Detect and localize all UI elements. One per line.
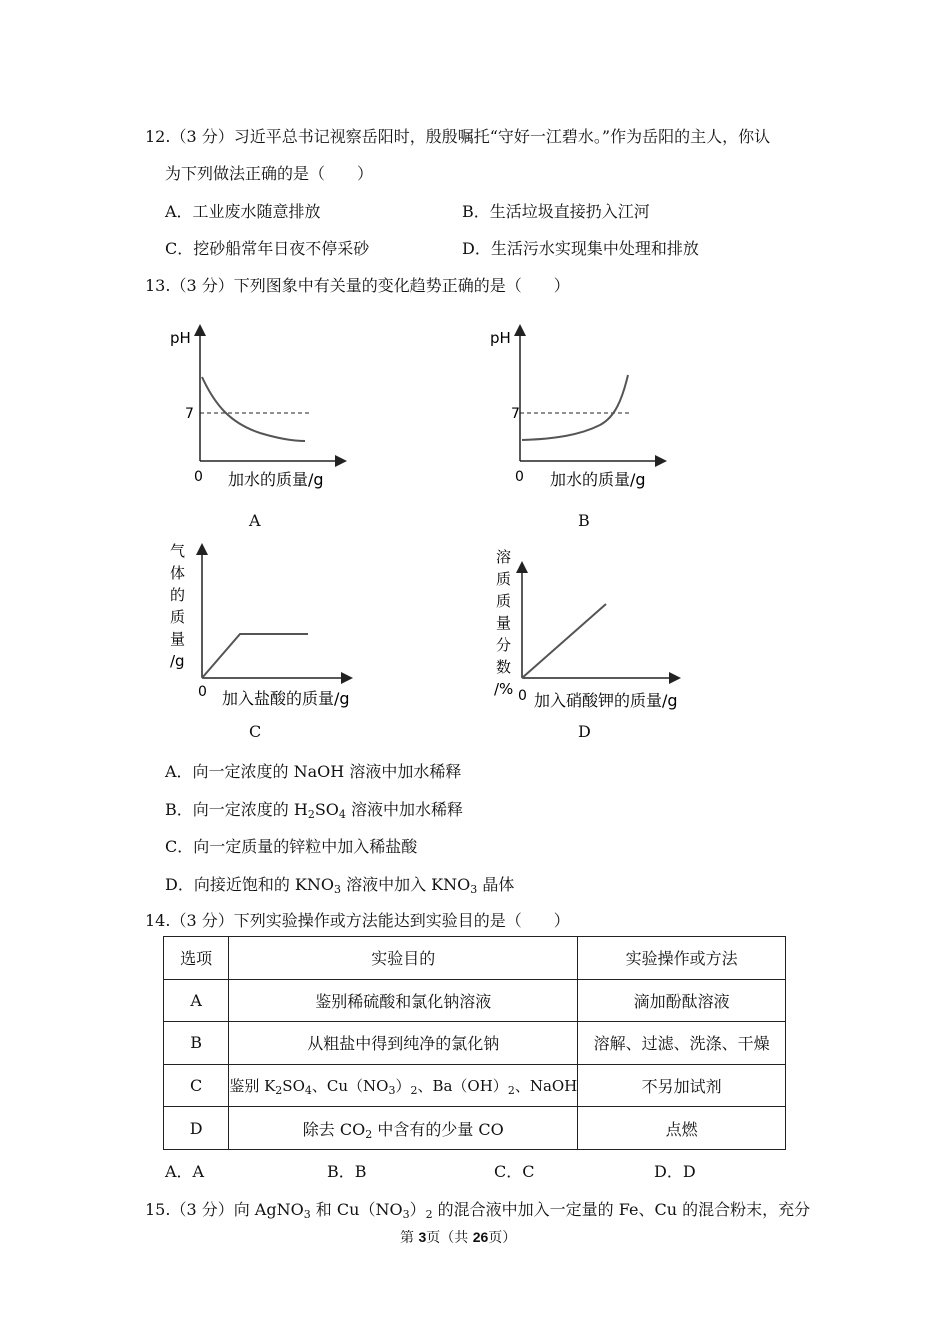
- table-row: [164, 1107, 786, 1150]
- table-header-row: [164, 937, 786, 980]
- q13-option-b: B．向一定浓度的 $H_2SO_4$ 溶液中加水稀释: [165, 800, 463, 821]
- origin-label: 0: [198, 684, 207, 700]
- x-axis-label: 加水的质量/g: [550, 470, 646, 489]
- q12-option-d: D．生活污水实现集中处理和排放: [462, 239, 699, 258]
- ref-tick-label: 7: [511, 406, 520, 422]
- row-option: B: [164, 1022, 229, 1065]
- table-row: [164, 979, 786, 1022]
- q14-answer-d: D．D: [654, 1162, 696, 1181]
- header-purpose: 实验目的: [229, 937, 578, 980]
- graph-a-caption: A: [249, 511, 261, 530]
- x-axis-label: 加入硝酸钾的质量/g: [534, 691, 678, 710]
- graph-d-caption: D: [578, 722, 591, 741]
- header-method: 实验操作或方法: [578, 937, 786, 980]
- row-method: 滴加酚酞溶液: [578, 979, 786, 1022]
- row-purpose: 除去 $CO_2$ 中含有的少量 CO: [229, 1107, 578, 1150]
- row-method: 点燃: [578, 1107, 786, 1150]
- y-axis-label: 气体的质量/g: [170, 542, 186, 670]
- row-option: A: [164, 979, 229, 1022]
- q13-option-c: C．向一定质量的锌粒中加入稀盐酸: [165, 837, 418, 856]
- q13-option-a: A．向一定浓度的 NaOH 溶液中加水稀释: [165, 762, 462, 781]
- graph-d: [480, 538, 700, 718]
- table-row: [164, 1064, 786, 1107]
- solute-fraction-line: [522, 604, 606, 678]
- row-method: 不另加试剂: [578, 1064, 786, 1107]
- graph-b: [480, 315, 680, 495]
- row-option: D: [164, 1107, 229, 1150]
- origin-label: 0: [518, 688, 527, 704]
- page-total: 26: [472, 1229, 489, 1245]
- page-number: 3: [418, 1229, 427, 1245]
- q13-stem: 13.（3 分）下列图象中有关量的变化趋势正确的是（ ）: [145, 276, 570, 295]
- table-row: [164, 1022, 786, 1065]
- q13-option-d: D．向接近饱和的 $KNO_3$ 溶液中加入 $KNO_3$ 晶体: [165, 875, 515, 896]
- gas-mass-line: [202, 634, 308, 678]
- experiment-table: [163, 936, 786, 1150]
- row-option: C: [164, 1064, 229, 1107]
- origin-label: 0: [194, 469, 203, 485]
- graph-b-caption: B: [578, 511, 590, 530]
- row-purpose: 从粗盐中得到纯净的氯化钠: [229, 1022, 578, 1065]
- q14-stem: 14.（3 分）下列实验操作或方法能达到实验目的是（ ）: [145, 911, 570, 930]
- graph-c: [160, 538, 370, 718]
- x-axis-label: 加入盐酸的质量/g: [222, 689, 350, 708]
- q12-stem-line1: 12.（3 分）习近平总书记视察岳阳时，殷殷嘱托“守好一江碧水。”作为岳阳的主人，你认: [145, 127, 771, 146]
- ref-tick-label: 7: [185, 406, 194, 422]
- curve-line: [522, 375, 628, 440]
- q14-answer-c: C．C: [494, 1162, 535, 1181]
- row-method: 溶解、过滤、洗涤、干燥: [578, 1022, 786, 1065]
- header-option: 选项: [164, 937, 229, 980]
- graph-a: [160, 315, 360, 495]
- y-axis-label: pH: [170, 329, 191, 347]
- page-footer: 第 3页（共 26页）: [400, 1229, 517, 1246]
- row-purpose: 鉴别稀硫酸和氯化钠溶液: [229, 979, 578, 1022]
- q12-stem-line2: 为下列做法正确的是（ ）: [165, 164, 374, 183]
- q14-answer-b: B．B: [327, 1162, 367, 1181]
- y-axis-label: pH: [490, 329, 511, 347]
- q14-answer-a: A．A: [165, 1162, 205, 1181]
- origin-label: 0: [515, 469, 524, 485]
- y-axis-label: 溶质质量分数/%: [494, 548, 514, 698]
- q12-option-a: A．工业废水随意排放: [165, 202, 321, 221]
- graph-c-caption: C: [249, 722, 262, 741]
- q12-option-c: C．挖砂船常年日夜不停采砂: [165, 239, 370, 258]
- x-axis-label: 加水的质量/g: [228, 470, 324, 489]
- q15-stem: 15.（3 分）向 AgNO$_3$ 和 $Cu(NO_3)_2$ 的混合液中加入一定量的 Fe、Cu 的混合粉末，充分: [145, 1200, 811, 1221]
- curve-line: [202, 377, 305, 441]
- row-purpose: 鉴别 $K_2SO_4$、$Cu(NO_3)_2$、$Ba(OH)_2$、NaOH: [229, 1064, 578, 1107]
- q12-option-b: B．生活垃圾直接扔入江河: [462, 202, 650, 221]
